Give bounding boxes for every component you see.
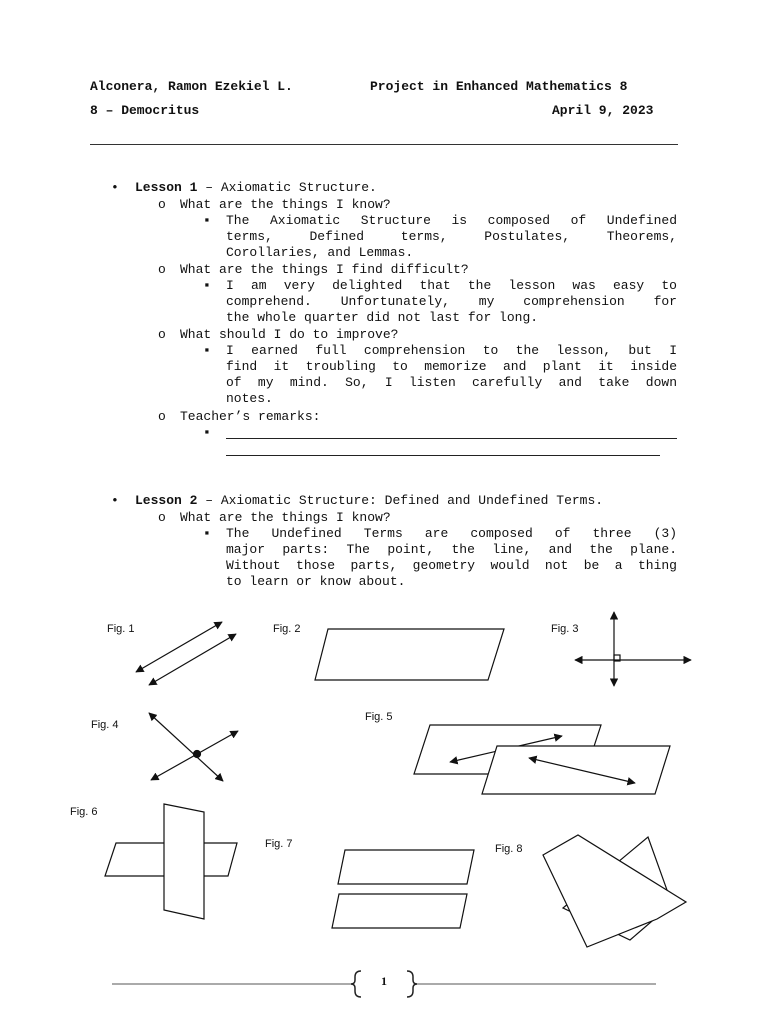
fig-5-overlapping-planes (414, 725, 670, 794)
section-name: 8 – Democritus (90, 103, 200, 118)
leaf-marker: ▪ (203, 343, 211, 358)
fig-8-crossing-planes (543, 835, 686, 947)
sub-marker: o (158, 409, 166, 424)
fig-5-label: Fig. 5 (365, 711, 393, 723)
answer-line: comprehend. Unfortunately, my comprehension for (226, 294, 677, 309)
question-improve: What should I do to improve? (180, 327, 399, 342)
lesson-title: – Axiomatic Structure: Defined and Undefined Terms. (197, 493, 604, 508)
sub-marker: o (158, 327, 166, 342)
fig-6-intersecting-planes (105, 804, 237, 919)
sub-marker: o (158, 197, 166, 212)
answer-line: The Axiomatic Structure is composed of Undefined (226, 213, 677, 228)
fig-2-label: Fig. 2 (273, 623, 301, 635)
project-title: Project in Enhanced Mathematics 8 (370, 79, 628, 94)
fig-7-label: Fig. 7 (265, 838, 293, 850)
lesson-label: Lesson 2 (135, 493, 198, 508)
leaf-marker: ▪ (203, 213, 211, 228)
answer-line: major parts: The point, the line, and the plane. (226, 542, 677, 557)
answer-line: The Undefined Terms are composed of three (3) (226, 526, 677, 541)
question-remarks: Teacher’s remarks: (180, 409, 321, 424)
answer-line: Corollaries, and Lemmas. (226, 245, 414, 260)
fig-7-parallel-planes (332, 850, 474, 928)
leaf-marker: ▪ (203, 425, 211, 440)
question-know: What are the things I know? (180, 197, 391, 212)
answer-line: to learn or know about. (226, 574, 406, 589)
lesson-label: Lesson 1 (135, 180, 198, 195)
answer-line: I earned full comprehension to the lesson, but I (226, 343, 677, 358)
fig-8-label: Fig. 8 (495, 843, 523, 855)
fig-6-label: Fig. 6 (70, 806, 98, 818)
question-difficult: What are the things I find difficult? (180, 262, 469, 277)
bullet-marker: • (111, 180, 119, 195)
answer-line: terms, Defined terms, Postulates, Theorems, (226, 229, 677, 244)
author-name: Alconera, Ramon Ezekiel L. (90, 79, 293, 94)
answer-line: the whole quarter did not last for long. (226, 310, 539, 325)
bullet-marker: • (111, 493, 119, 508)
fig-1-parallel-lines (136, 622, 236, 685)
answer-line: Without those parts, geometry would not be a thing (226, 558, 677, 573)
sub-marker: o (158, 262, 166, 277)
date: April 9, 2023 (552, 103, 654, 118)
sub-marker: o (158, 510, 166, 525)
fig-3-label: Fig. 3 (551, 623, 579, 635)
question-know: What are the things I know? (180, 510, 391, 525)
fig-1-label: Fig. 1 (107, 623, 135, 635)
fig-2-plane (315, 629, 504, 680)
leaf-marker: ▪ (203, 278, 211, 293)
fig-3-perpendicular-lines (575, 612, 691, 686)
fig-4-label: Fig. 4 (91, 719, 119, 731)
answer-line: notes. (226, 391, 273, 406)
answer-line: of my mind. So, I listen carefully and take down (226, 375, 677, 390)
page-number: 1 (381, 974, 387, 988)
answer-line: I am very delighted that the lesson was easy to (226, 278, 677, 293)
leaf-marker: ▪ (203, 526, 211, 541)
lesson-title: – Axiomatic Structure. (197, 180, 377, 195)
fig-4-intersecting-lines (149, 713, 238, 781)
answer-line: find it troubling to memorize and plant it inside (226, 359, 677, 374)
